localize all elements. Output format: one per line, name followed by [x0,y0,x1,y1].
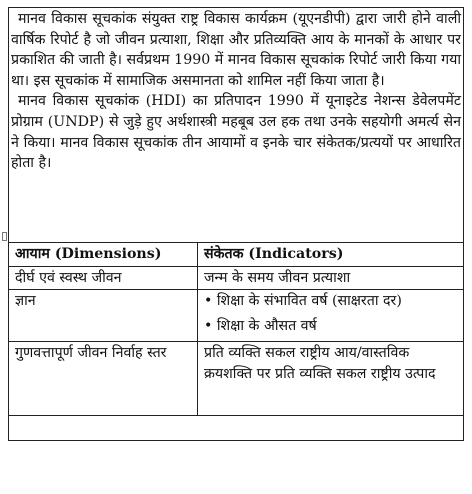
dimension-cell: गुणवत्तापूर्ण जीवन निर्वाह स्तर [9,342,198,416]
indicator-item: • शिक्षा के औसत वर्ष [204,317,317,334]
table-row [9,266,464,290]
body-text [11,9,461,174]
table-header-row [9,243,464,267]
table-anchor-marker [2,232,7,241]
indicator-cell [198,266,464,290]
table-row [9,290,464,342]
paragraph-hdi-origin: मानव विकास सूचकांक (HDI) का प्रतिपादन 1990 में यूनाइटेड नेशन्स डेवेलपमेंट प्रोग्राम (UNDP) से जुड़े हुए अर्थशास्त्री महबूब उल हक तथा उनके सहयोगी अमर्त्य सेन ने किया। मानव विकास सूचकांक तीन आयामों व इनके चार संकेतक/प्रत्ययों पर आधारित होता है। [11,93,461,172]
table-row [9,342,464,416]
hdi-dimensions-table [8,242,464,416]
dimension-cell: दीर्घ एवं स्वस्थ जीवन [9,266,198,290]
dimension-cell: ज्ञान [9,290,198,342]
indicator-item: • शिक्षा के संभावित वर्ष (साक्षरता दर) [204,293,402,310]
header-dimensions: आयाम (Dimensions) [9,243,198,267]
header-indicators: संकेतक (Indicators) [198,243,464,267]
paragraph-undp-report: मानव विकास सूचकांक संयुक्त राष्ट्र विकास कार्यक्रम (यूएनडीपी) द्वारा जारी होने वाली वार्षिक रिपोर्ट है जो जीवन प्रत्याशा, शिक्षा और प्रतिव्यक्ति आय के मानकों के आधार पर प्रकाशित की जाती है। सर्वप्रथम 1990 में मानव विकास सूचकांक रिपोर्ट जारी किया गया था। इस सूचकांक में सामाजिक असमानता को शामिल नहीं किया जाता है। [11,11,461,89]
indicator-item: जन्म के समय जीवन प्रत्याशा [204,269,351,286]
indicator-cell [198,342,464,416]
indicator-cell [198,290,464,342]
indicator-item: प्रति व्यक्ति सकल राष्ट्रीय आय/वास्तविक क्रयशक्ति पर प्रति व्यक्ति सकल राष्ट्रीय उत्पाद [204,345,436,382]
